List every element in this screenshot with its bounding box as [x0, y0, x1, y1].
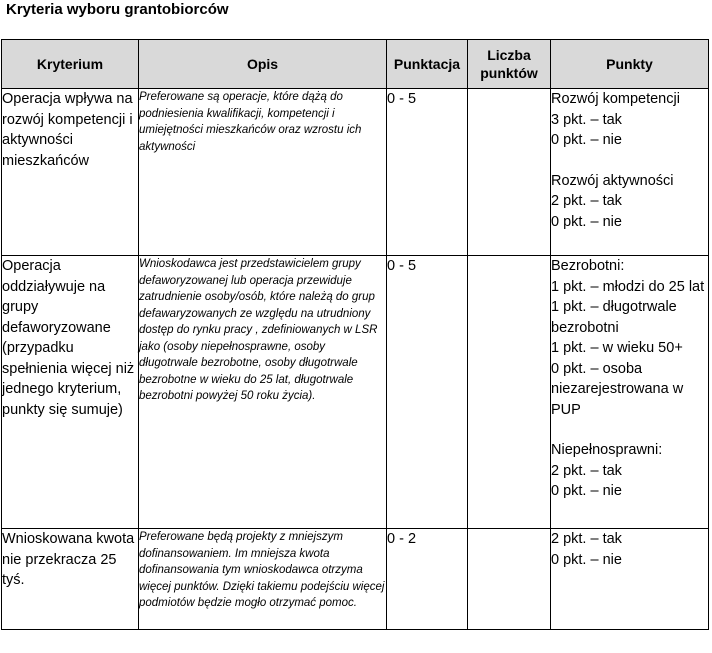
criterion-cell: Operacja oddziaływuje na grupy defaworyzowane (przypadku spełnienia więcej niż jednego kryterium, punkty się sumuje): [2, 256, 139, 529]
table-row: [2, 256, 709, 529]
header-criterion: Kryterium: [2, 40, 139, 89]
description-cell: Preferowane są operacje, które dążą do podniesienia kwalifikacji, kompetencji i umiejętności mieszkańców oraz wzrostu ich aktywności: [139, 89, 387, 256]
header-scoring: Punktacja: [387, 40, 468, 89]
scoring-cell: 0 - 2: [387, 529, 468, 630]
criterion-cell: Operacja wpływa na rozwój kompetencji i aktywności mieszkańców: [2, 89, 139, 256]
points-spacer: [551, 420, 708, 440]
points-line: 1 pkt. – młodzi do 25 lat: [551, 278, 705, 295]
points-line: 0 pkt. – nie: [551, 132, 622, 148]
points-line: 2 pkt. – tak: [551, 462, 622, 479]
header-count: Liczba punktów: [468, 40, 551, 89]
description-cell: Preferowane będą projekty z mniejszym dofinansowaniem. Im mniejsza kwota dofinansowania tym wnioskodawca otrzyma więcej punktów. Dzięki takiemu podejściu więcej podmiotów będzie mogło otrzymać pomoc.: [139, 529, 387, 630]
header-points: Punkty: [551, 40, 709, 89]
points-cell: [551, 529, 709, 630]
points-line: 2 pkt. – tak: [551, 193, 622, 209]
table-row: [2, 89, 709, 256]
description-cell: Wnioskodawca jest przedstawicielem grupy defaworyzowanej lub operacja przewiduje zatrudnienie osoby/osób, które należą do grup defawaryzowanych ze względu na utrudniony dostęp do rynku pracy , zdefiniowanych w LSR jako (osoby niepełnosprawne, osoby długotrwale bezrobotne, osoby długotrwale bezrobotne w wieku do 25 lat, długotrwale bezrobotni powyżej 50 roku życia).: [139, 256, 387, 529]
count-cell: [468, 529, 551, 630]
document-title: Kryteria wyboru grantobiorców: [6, 1, 229, 18]
points-line: 0 pkt. – nie: [551, 213, 622, 230]
points-line: 3 pkt. – tak: [551, 111, 622, 128]
count-cell: [468, 89, 551, 256]
points-cell: [551, 256, 709, 529]
points-line: 2 pkt. – tak: [551, 531, 622, 547]
criteria-table: [1, 39, 709, 630]
points-line: 1 pkt. – długotrwale bezrobotni: [551, 299, 677, 336]
points-line: 0 pkt. – nie: [551, 483, 622, 499]
table-row: [2, 529, 709, 630]
header-description: Opis: [139, 40, 387, 89]
points-line: Bezrobotni:: [551, 258, 625, 274]
points-line: Rozwój aktywności: [551, 172, 674, 189]
points-line: 0 pkt. – nie: [551, 551, 622, 568]
points-line: 1 pkt. – w wieku 50+: [551, 340, 683, 356]
points-spacer: [551, 151, 708, 171]
criterion-cell: Wnioskowana kwota nie przekracza 25 tyś.: [2, 529, 139, 630]
scoring-cell: 0 - 5: [387, 256, 468, 529]
count-cell: [468, 256, 551, 529]
points-line: Rozwój kompetencji: [551, 91, 680, 107]
points-cell: [551, 89, 709, 256]
header-row: [2, 40, 709, 89]
scoring-cell: 0 - 5: [387, 89, 468, 256]
points-line: Niepełnosprawni:: [551, 442, 663, 458]
points-line: 0 pkt. – osoba niezarejestrowana w PUP: [551, 360, 684, 418]
